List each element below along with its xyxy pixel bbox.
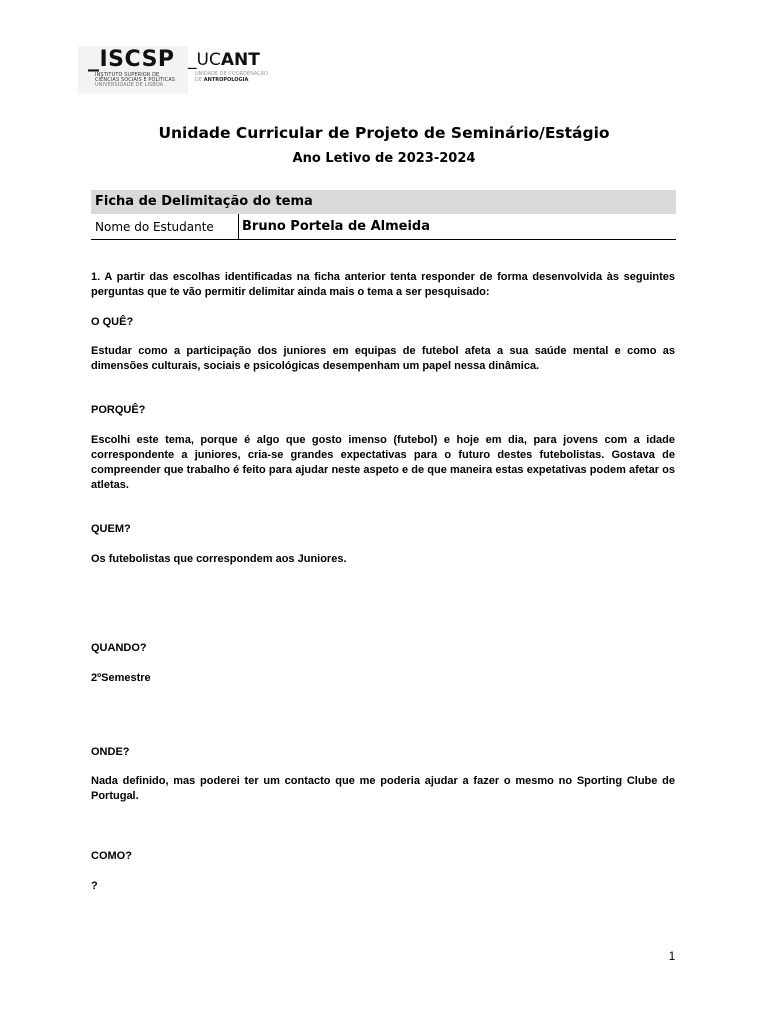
- question-how: COMO?: [91, 850, 132, 862]
- ficha-heading: Ficha de Delimitação do tema: [91, 190, 676, 214]
- student-row: [91, 214, 676, 240]
- document-year: Ano Letivo de 2023-2024: [292, 151, 476, 166]
- student-name: Bruno Portela de Almeida: [242, 219, 431, 234]
- ucant-logo-name: [188, 50, 260, 70]
- ucant-logo-line2: [195, 78, 248, 84]
- question-who: QUEM?: [91, 523, 131, 535]
- answer-when: 2ºSemestre: [91, 672, 151, 684]
- answer-who: Os futebolistas que correspondem aos Juniores.: [91, 553, 347, 565]
- answer-why: Escolhi este tema, porque é algo que gosto imenso (futebol) e hoje em dia, para jovens com a idade correspondente a juniores, cria-se grandes expectativas para o futuro destes futebolistas. Gostava de compreender que trabalho é feito para ajudar neste aspeto e de que maneira estas expetativas podem afetar os atletas.: [91, 434, 675, 491]
- iscsp-logo: [78, 46, 188, 94]
- iscsp-logo-name: _ISCSP: [88, 47, 175, 72]
- ucant-logo-line2-de: DE: [195, 77, 203, 83]
- ucant-logo-line2-main: ANTROPOLOGIA: [203, 77, 249, 83]
- answer-how: ?: [91, 880, 98, 892]
- ucant-logo-bold: ANT: [220, 50, 260, 70]
- iscsp-logo-line2: CIÊNCIAS SOCIAIS E POLÍTICAS: [95, 77, 176, 83]
- iscsp-logo-line3: UNIVERSIDADE DE LISBOA: [95, 82, 164, 88]
- answer-where: Nada definido, mas poderei ter um contacto que me poderia ajudar a fazer o mesmo no Sporting Clube de Portugal.: [91, 775, 675, 802]
- intro-paragraph: 1. A partir das escolhas identificadas na ficha anterior tenta responder de forma desenvolvida às seguintes perguntas que te vão permitir delimitar ainda mais o tema a ser pesquisado:: [91, 271, 675, 298]
- question-why: PORQUÊ?: [91, 404, 146, 416]
- ucant-logo: [188, 50, 284, 90]
- page-number: 1: [668, 949, 676, 963]
- ucant-logo-prefix: _UC: [188, 50, 221, 70]
- ucant-logo-line1: UNIDADE DE COORDENAÇÃO: [195, 71, 268, 77]
- question-where: ONDE?: [91, 746, 130, 758]
- ficha-table: [91, 190, 676, 240]
- document-title: Unidade Curricular de Projeto de Seminário/Estágio: [158, 124, 610, 142]
- question-when: QUANDO?: [91, 642, 147, 654]
- answer-what: Estudar como a participação dos juniores em equipas de futebol afeta a sua saúde mental e como as dimensões culturais, sociais e psicológicas desempenham um papel nessa dinâmica.: [91, 345, 675, 372]
- iscsp-logo-line1: INSTITUTO SUPERIOR DE: [95, 72, 160, 78]
- question-what: O QUÊ?: [91, 316, 134, 328]
- student-label: Nome do Estudante: [91, 214, 239, 239]
